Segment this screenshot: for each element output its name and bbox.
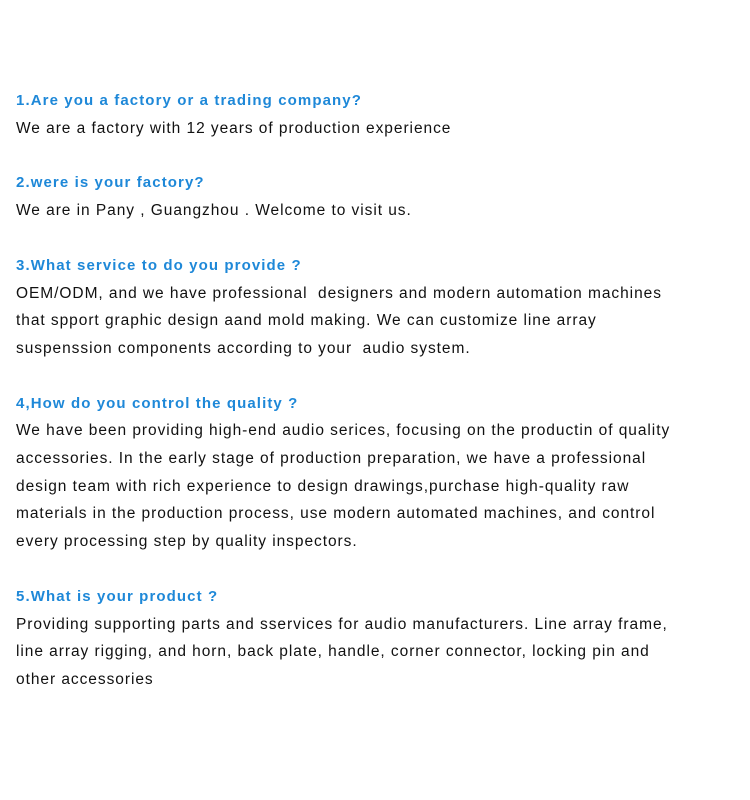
answer-line: We have been providing high-end audio serices, focusing on the productin of quality bbox=[16, 422, 671, 440]
faq-answer bbox=[16, 197, 746, 225]
faq-item bbox=[16, 87, 746, 142]
faq-answer bbox=[16, 417, 746, 556]
faq-list bbox=[16, 87, 746, 721]
answer-line: suspenssion components according to your audio system. bbox=[16, 339, 471, 357]
faq-item bbox=[16, 390, 746, 556]
faq-answer bbox=[16, 280, 746, 363]
faq-question: 3.What service to do you provide ? bbox=[16, 256, 302, 274]
answer-line: every processing step by quality inspectors. bbox=[16, 533, 358, 551]
answer-line: materials in the production process, use modern automated machines, and control bbox=[16, 505, 656, 523]
answer-line: design team with rich experience to design drawings,purchase high-quality raw bbox=[16, 477, 630, 495]
answer-line: OEM/ODM, and we have professional designers and modern automation machines bbox=[16, 284, 662, 302]
faq-answer bbox=[16, 611, 746, 694]
answer-line: other accessories bbox=[16, 670, 154, 688]
faq-answer bbox=[16, 115, 746, 143]
answer-line: Providing supporting parts and sservices for audio manufacturers. Line array frame, bbox=[16, 615, 668, 633]
faq-question: 5.What is your product ? bbox=[16, 587, 219, 605]
faq-question: 2.were is your factory? bbox=[16, 174, 205, 192]
faq-question: 1.Are you a factory or a trading company? bbox=[16, 92, 363, 109]
faq-question: 4,How do you control the quality ? bbox=[16, 394, 299, 412]
faq-item bbox=[16, 583, 746, 694]
faq-item bbox=[16, 169, 746, 224]
answer-line: line array rigging, and horn, back plate, handle, corner connector, locking pin and bbox=[16, 643, 650, 661]
answer-line: accessories. In the early stage of production preparation, we have a professional bbox=[16, 450, 647, 468]
faq-item bbox=[16, 252, 746, 363]
answer-line: that spport graphic design aand mold making. We can customize line array bbox=[16, 312, 597, 330]
answer-line: We are in Pany , Guangzhou . Welcome to visit us. bbox=[16, 202, 412, 220]
answer-line: We are a factory with 12 years of production experience bbox=[16, 119, 452, 137]
